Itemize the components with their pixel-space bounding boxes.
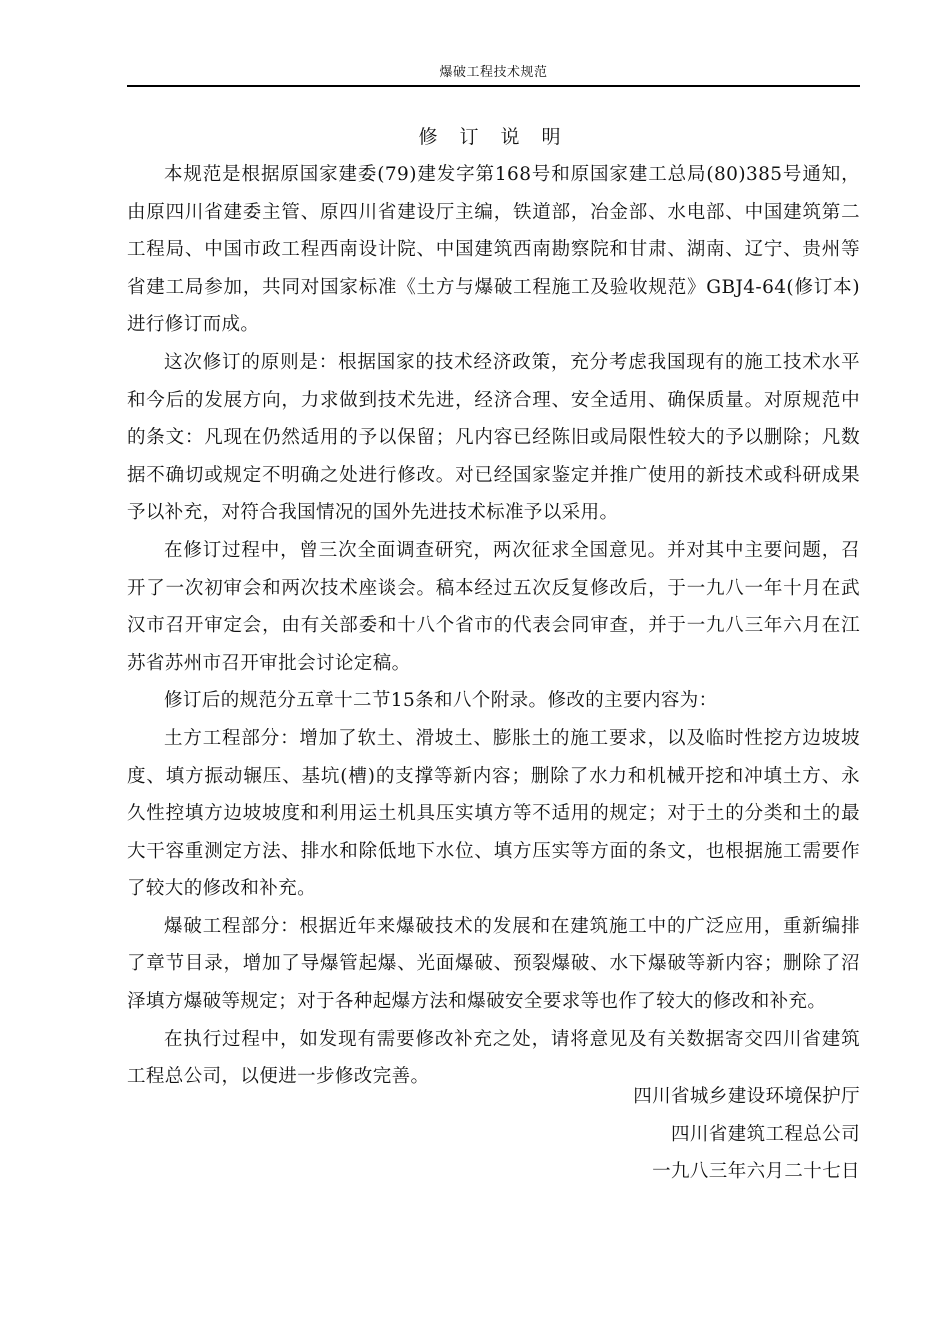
paragraph-earthwork: 土方工程部分：增加了软土、滑坡土、膨胀土的施工要求，以及临时性挖方边坡坡度、填方振动辗压、基坑(槽)的支撑等新内容；删除了水力和机械开挖和冲填土方、永久性控填方边坡坡度和利用运土机具压实填方等不适用的规定；对于土的分类和土的最大干容重测定方法、排水和除低地下水位、填方压实等方面的条文，也根据施工需要作了较大的修改和补充。: [127, 727, 860, 900]
paragraph-principles: 这次修订的原则是：根据国家的技术经济政策，充分考虑我国现有的施工技术水平和今后的发展方向，力求做到技术先进，经济合理、安全适用、确保质量。对原规范中的条文：凡现在仍然适用的予以保留；凡内容已经陈旧或局限性较大的予以删除；凡数据不确切或规定不明确之处进行修改。对已经国家鉴定并推广使用的新技术或科研成果予以补充，对符合我国情况的国外先进技术标准予以采用。: [127, 351, 860, 524]
running-header: 爆破工程技术规范: [439, 65, 548, 80]
signature-date: 一九八三年六月二十七日: [652, 1161, 860, 1183]
signature-block: [127, 1078, 860, 1191]
document-body: [127, 118, 860, 1096]
paragraph-basis: 本规范是根据原国家建委(79)建发字第168号和原国家建工总局(80)385号通知，由原四川省建委主管、原四川省建设厅主编，铁道部，冶金部、水电部、中国建筑第二工程局、中国市政工程西南设计院、中国建筑西南勘察院和甘肃、湖南、辽宁、贵州等省建工局参加，共同对国家标准《土方与爆破工程施工及验收规范》GBJ4-64(修订本)进行修订而成。: [127, 164, 860, 336]
signature-org-2: 四川省建筑工程总公司: [670, 1123, 860, 1145]
signature-org-1: 四川省城乡建设环境保护厅: [633, 1086, 860, 1107]
paragraph-blasting: 爆破工程部分：根据近年来爆破技术的发展和在建筑施工中的广泛应用，重新编排了章节目录，增加了导爆管起爆、光面爆破、预裂爆破、水下爆破等新内容；删除了沼泽填方爆破等规定；对于各种起爆方法和爆破安全要求等也作了较大的修改和补充。: [127, 915, 860, 1013]
paragraph-process: 在修订过程中，曾三次全面调查研究，两次征求全国意见。并对其中主要问题，召开了一次初审会和两次技术座谈会。稿本经过五次反复修改后，于一九八一年十月在武汉市召开审定会，由有关部委和十八个省市的代表会同审查，并于一九八三年六月在江苏省苏州市召开审批会讨论定稿。: [127, 539, 860, 674]
document-title: 修 订 说 明: [418, 126, 569, 148]
paragraph-feedback: 在执行过程中，如发现有需要修改补充之处，请将意见及有关数据寄交四川省建筑工程总公司，以便进一步修改完善。: [127, 1028, 860, 1088]
header-rule: [127, 85, 860, 87]
paragraph-structure: 修订后的规范分五章十二节15条和八个附录。修改的主要内容为：: [164, 690, 718, 712]
